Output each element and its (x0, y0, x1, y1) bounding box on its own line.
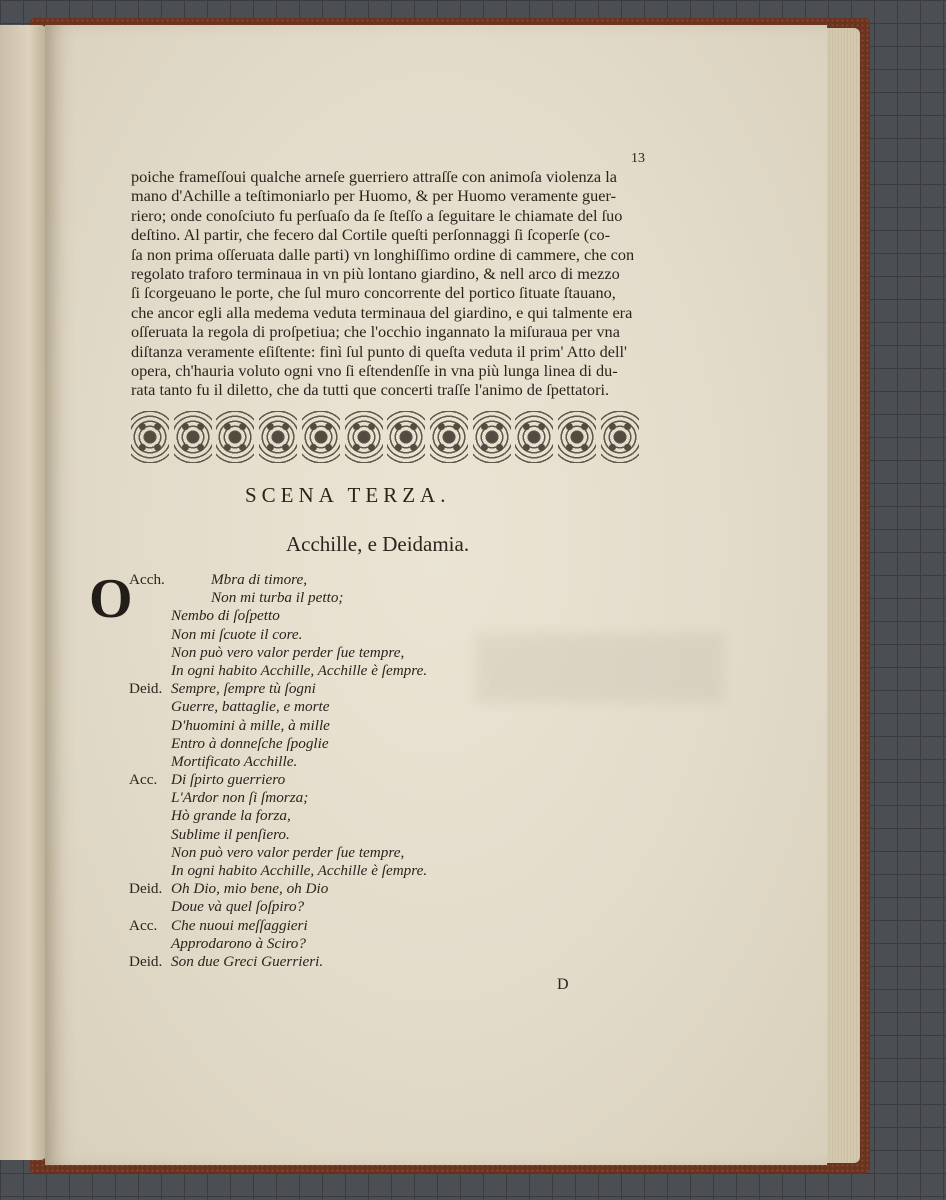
verse-text: Hò grande la forza, (171, 807, 291, 825)
verse-text: Doue và quel ſoſpiro? (171, 898, 305, 916)
speaker-label: Acc. (129, 771, 158, 789)
prose-line: diſtanza veramente eſiſtente: finì ſul punto di queſta veduta il prim' Atto dell' (131, 341, 627, 361)
ornament-icon (174, 411, 212, 463)
verse-text: Mbra di timore, (211, 571, 308, 588)
scene-title-text: SCENA TERZA (245, 483, 441, 507)
ornament-icon (387, 411, 425, 463)
verse-text: Mortificato Acchille. (171, 752, 298, 770)
ornament-icon (131, 411, 169, 463)
speaker-label: Deid. (129, 952, 163, 970)
verse-text: Entro à donneſche ſpoglie (171, 734, 329, 752)
prose-paragraph (131, 167, 634, 400)
verse-text: D'huomini à mille, à mille (171, 716, 330, 734)
verse-text: Guerre, battaglie, e morte (171, 698, 330, 716)
verse-text: In ogni habito Acchille, Acchille è ſempre. (171, 661, 428, 679)
prose-line: regolato traforo terminaua in vn più lontano giardino, & nell arco di mezzo (131, 264, 620, 284)
verse-text: Sublime il penſiero. (171, 825, 290, 843)
library-stamp-bleed (475, 633, 725, 703)
prose-line: ſi ſcorgeuano le porte, che ſul muro concorrente del portico ſituate ſtauano, (131, 283, 616, 303)
verse-text: Approdarono à Sciro? (171, 934, 306, 952)
scene-title-period: . (440, 483, 446, 507)
verse-text: Oh Dio, mio bene, oh Dio (171, 880, 329, 898)
book-page (45, 25, 827, 1165)
verse-text: In ogni habito Acchille, Acchille è ſempre. (171, 862, 428, 879)
verse-text: Sempre, ſempre tù ſogni (171, 680, 316, 698)
verse-text: L'Ardor non ſi ſmorza; (171, 789, 309, 807)
page-number: 13 (631, 151, 645, 166)
speaker-label: Acch. (129, 571, 165, 588)
ornamental-border (131, 409, 639, 465)
ornament-icon (345, 411, 383, 463)
verse-text: Non mi ſcuote il core. (171, 625, 303, 643)
ornament-icon (216, 411, 254, 463)
drop-cap: O (89, 568, 133, 630)
ornament-icon (601, 411, 639, 463)
left-page-edge (0, 25, 48, 1160)
verse-text: Non mi turba il petto; (211, 589, 344, 607)
speaker-label: Deid. (129, 680, 163, 698)
ornament-icon (515, 411, 553, 463)
prose-line: poiche frameſſoui qualche arneſe guerriero attraſſe con animoſa violenza la (131, 167, 617, 186)
speaker-label: Acc. (129, 916, 158, 934)
prose-line: che ancor egli alla medema veduta terminaua del giardino, e qui talmente era (131, 302, 633, 322)
prose-line: riero; onde conoſciuto fu perſuaſo da ſe ſteſſo a ſeguitare le chiamate del ſuo (131, 205, 623, 225)
verse-text: Non può vero valor perder ſue tempre, (171, 643, 405, 661)
signature-mark: D (557, 976, 569, 993)
prose-line: ſa non prima oſſeruata dalle parti) vn longhiſſimo ordine di cammere, che con (131, 244, 635, 264)
verse-text: Che nuoui meſſaggieri (171, 916, 308, 934)
ornament-icon (558, 411, 596, 463)
prose-line: mano d'Achille a teſtimoniarlo per Huomo, & per Huomo veramente guer- (131, 186, 617, 206)
prose-line: opera, ch'hauria voluto ogni vno ſi eſtendenſſe in vna più lunga linea di du- (131, 361, 618, 381)
verse-text: Nembo di ſoſpetto (171, 607, 280, 625)
prose-line: oſſeruata la regola di proſpetiua; che l'occhio ingannato la miſuraua per vna (131, 322, 620, 342)
scene-title (245, 483, 445, 508)
ornament-icon (259, 411, 297, 463)
ornament-icon (302, 411, 340, 463)
ornament-icon (473, 411, 511, 463)
speaker-label: Deid. (129, 880, 163, 898)
prose-line: rata tanto fu il diletto, che da tutti que concerti traſſe l'animo de ſpettatori. (131, 380, 610, 400)
characters-heading: Acchille, e Deidamia. (286, 532, 470, 556)
prose-line: deſtino. Al partir, che fecero dal Cortile queſti perſonnaggi ſi ſcoperſe (co- (131, 225, 611, 245)
verse-text: Non può vero valor perder ſue tempre, (171, 843, 405, 861)
ornament-icon (430, 411, 468, 463)
verse-text: Di ſpirto guerriero (171, 771, 286, 789)
verse-text: Son due Greci Guerrieri. (171, 952, 324, 970)
